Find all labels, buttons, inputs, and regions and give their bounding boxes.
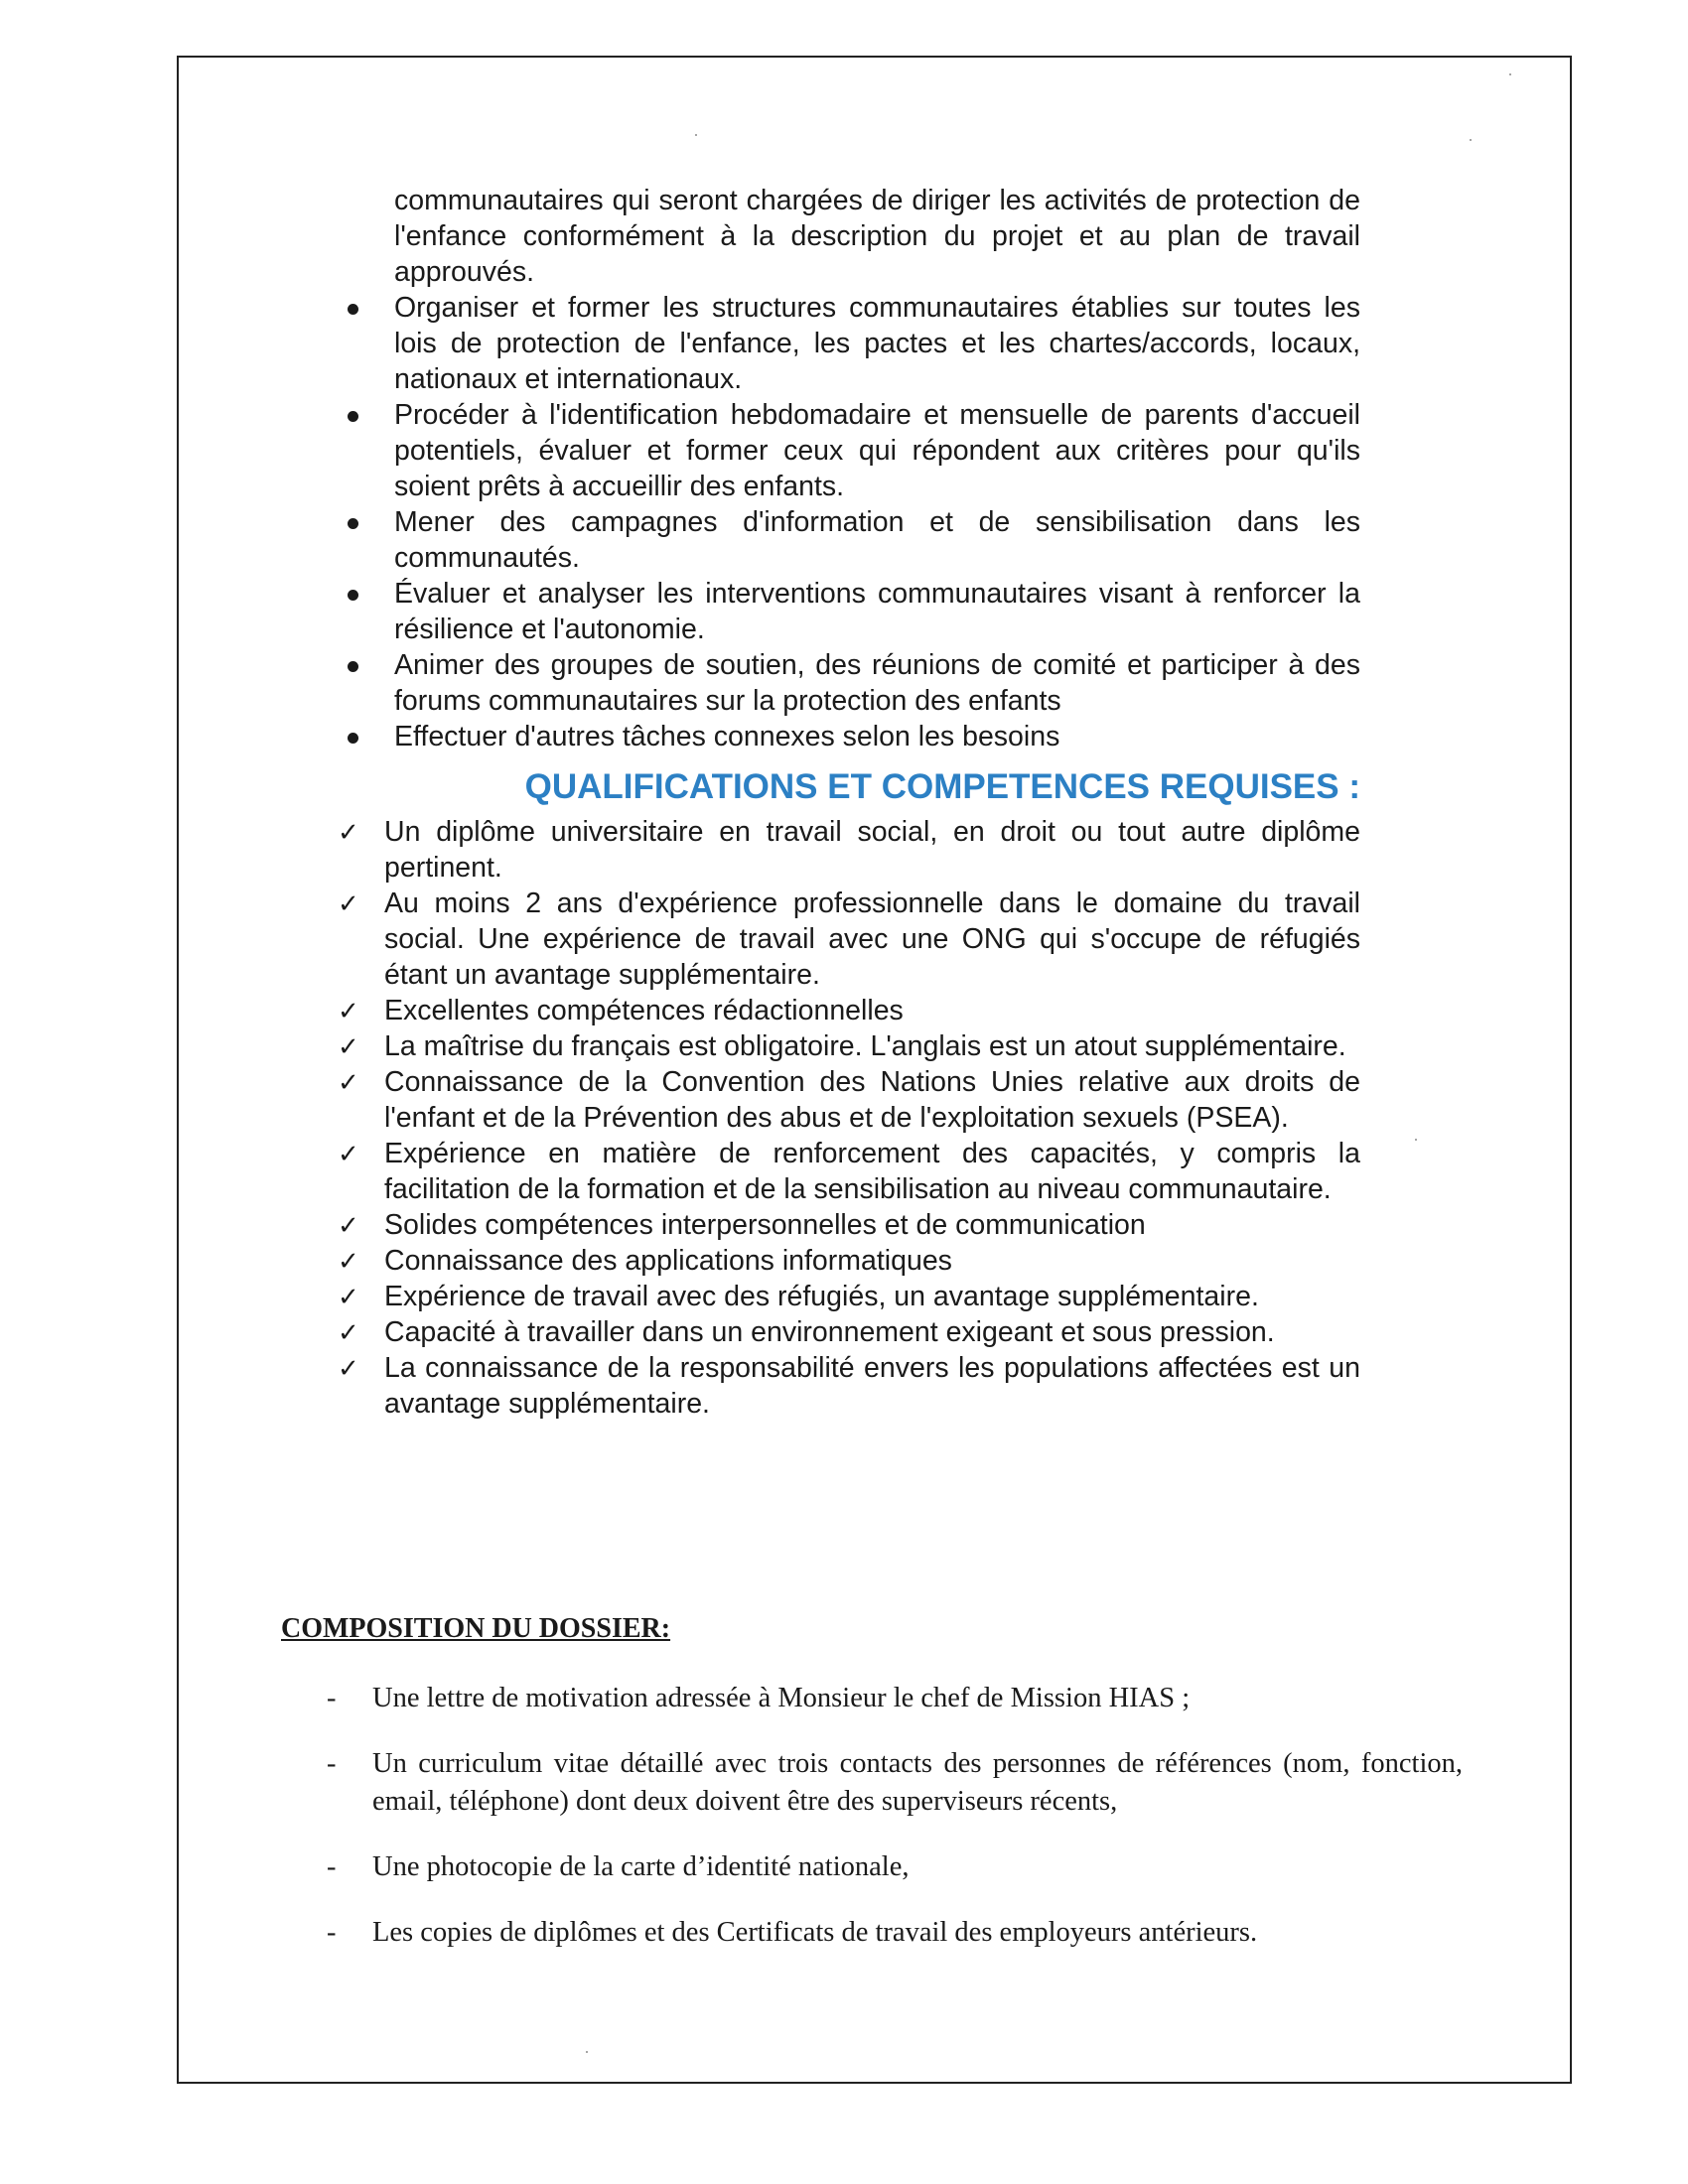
dossier-item: - Une photocopie de la carte d’identité nationale, [281, 1848, 1463, 1886]
scan-speck [1509, 73, 1511, 75]
responsibility-item: Effectuer d'autres tâches connexes selon les besoins [338, 719, 1360, 754]
responsibility-item: Mener des campagnes d'information et de sensibilisation dans les communautés. [338, 504, 1360, 576]
dash-icon: - [327, 1748, 337, 1779]
qualification-item: ✓ La maîtrise du français est obligatoire. L'anglais est un atout supplémentaire. [338, 1030, 1346, 1062]
qualification-item: ✓ Solides compétences interpersonnelles et de communication [338, 1209, 1146, 1241]
responsibility-item: Procéder à l'identification hebdomadaire et mensuelle de parents d'accueil potentiels, évaluer et former ceux qui répondent aux critères pour qu'ils soient prêts à accueillir des enfants. [338, 397, 1360, 504]
checkmark-icon: ✓ [338, 1067, 359, 1097]
responsibility-item: Évaluer et analyser les interventions communautaires visant à renforcer la résilience et l'autonomie. [338, 576, 1360, 647]
scan-speck [1415, 1139, 1417, 1141]
checkmark-icon: ✓ [338, 1282, 359, 1311]
qualification-item: ✓ Capacité à travailler dans un environnement exigeant et sous pression. [338, 1316, 1275, 1348]
checkmark-icon: ✓ [338, 1246, 359, 1276]
bullet-dot-icon [348, 661, 358, 672]
dossier-section [281, 1610, 1463, 1979]
responsibility-item: Animer des groupes de soutien, des réunions de comité et participer à des forums communautaires sur la protection des enfants [338, 647, 1360, 719]
intro-continuation: communautaires qui seront chargées de diriger les activités de protection de l'enfance conformément à la description du projet et au plan de travail approuvés. [394, 185, 1360, 288]
dash-icon: - [327, 1683, 337, 1713]
bullet-dot-icon [348, 411, 358, 422]
qualifications-heading: QUALIFICATIONS ET COMPETENCES REQUISES : [524, 767, 1360, 806]
dash-icon: - [327, 1917, 337, 1948]
qualification-item: ✓ La connaissance de la responsabilité envers les populations affectées est un avantage supplémentaire. [338, 1352, 1360, 1420]
dossier-list [281, 1680, 1463, 1952]
qualification-item: ✓ Connaissance des applications informatiques [338, 1245, 952, 1277]
scan-speck [586, 2051, 588, 2053]
responsibility-item: Organiser et former les structures communautaires établies sur toutes les lois de protection de l'enfance, les pactes et les chartes/accords, locaux, nationaux et internationaux. [338, 290, 1360, 397]
bullet-dot-icon [348, 733, 358, 744]
qualification-item: ✓ Au moins 2 ans d'expérience professionnelle dans le domaine du travail social. Une expérience de travail avec une ONG qui s'occupe de réfugiés étant un avantage supplémentaire. [338, 887, 1360, 991]
bullet-dot-icon [348, 590, 358, 601]
bullet-dot-icon [348, 304, 358, 315]
scan-speck [695, 134, 697, 136]
checkmark-icon: ✓ [338, 1317, 359, 1347]
dossier-item: - Un curriculum vitae détaillé avec trois contacts des personnes de références (nom, fonction, email, téléphone) dont deux doivent être des superviseurs récents, [281, 1745, 1463, 1821]
qualification-item: ✓ Excellentes compétences rédactionnelles [338, 995, 904, 1026]
dossier-item: - Les copies de diplômes et des Certificats de travail des employeurs antérieurs. [281, 1914, 1463, 1952]
qualification-item: ✓ Connaissance de la Convention des Nations Unies relative aux droits de l'enfant et de la Prévention des abus et de l'exploitation sexuels (PSEA). [338, 1066, 1360, 1134]
checkmark-icon: ✓ [338, 1139, 359, 1168]
document-body [338, 183, 1360, 1422]
qualification-item: ✓ Un diplôme universitaire en travail social, en droit ou tout autre diplôme pertinent. [338, 816, 1360, 884]
qualification-item: ✓ Expérience de travail avec des réfugiés, un avantage supplémentaire. [338, 1281, 1259, 1312]
dossier-heading: COMPOSITION DU DOSSIER: [281, 1613, 671, 1644]
checkmark-icon: ✓ [338, 1031, 359, 1061]
scan-speck [1470, 139, 1472, 141]
checkmark-icon: ✓ [338, 1210, 359, 1240]
checkmark-icon: ✓ [338, 996, 359, 1025]
checkmark-icon: ✓ [338, 1353, 359, 1383]
checkmark-icon: ✓ [338, 817, 359, 847]
qualifications-list [338, 814, 1360, 1422]
checkmark-icon: ✓ [338, 888, 359, 918]
bullet-dot-icon [348, 518, 358, 529]
qualification-item: ✓ Expérience en matière de renforcement des capacités, y compris la facilitation de la formation et de la sensibilisation au niveau communautaire. [338, 1138, 1360, 1205]
responsibilities-list [338, 290, 1360, 754]
dash-icon: - [327, 1851, 337, 1882]
dossier-item: - Une lettre de motivation adressée à Monsieur le chef de Mission HIAS ; [281, 1680, 1463, 1717]
